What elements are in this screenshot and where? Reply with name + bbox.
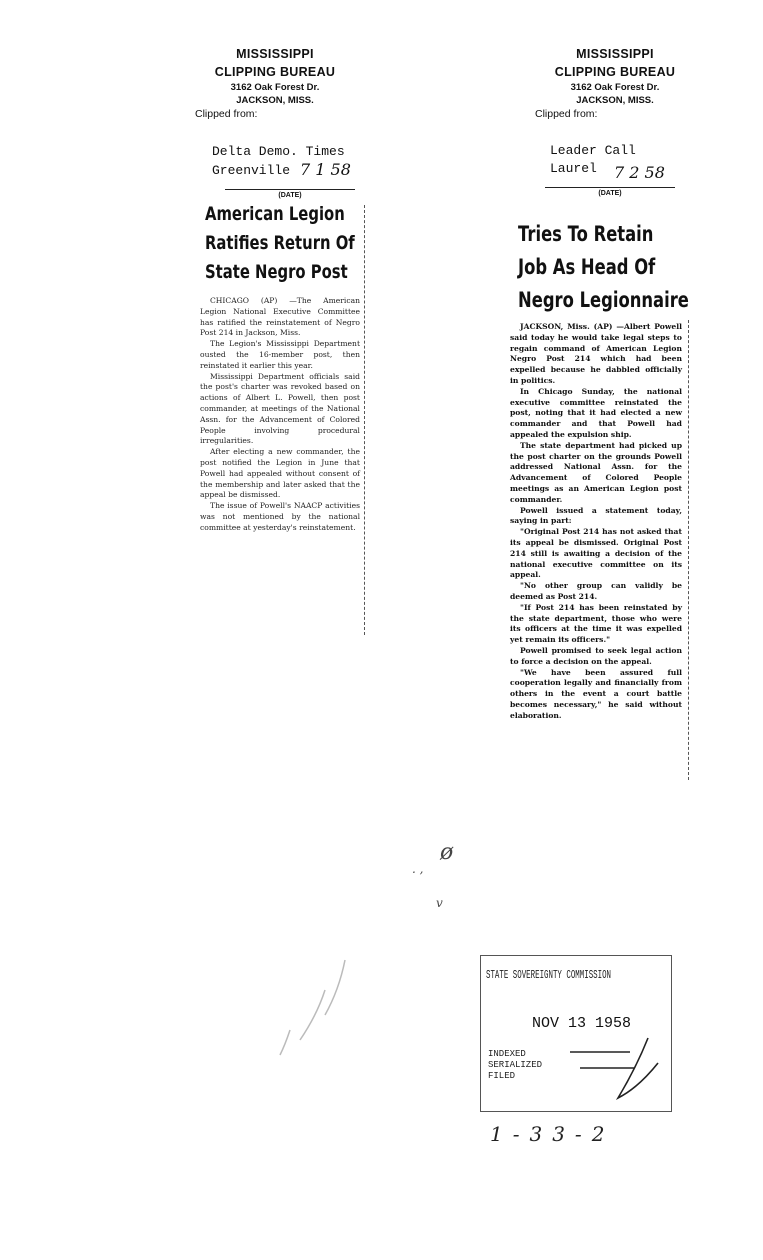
right-headline-line2: Job As Head Of: [518, 255, 656, 279]
right-paragraph: JACKSON, Miss. (AP) —Albert Powell said today he would take legal steps to regain command of American Legion Negro Post 214 which had been expelled because he dabbled officially in politics.: [510, 322, 682, 385]
stamp-serialized: SERIALIZED: [488, 1060, 543, 1070]
left-paragraph: Mississippi Department officials said the post's charter was revoked based on actions of Albert L. Powell, then post commander, at meetings of the National Assn. for the Advancement of Colored People involving procedural irregularities.: [200, 371, 360, 446]
handwritten-file-number: 1-33-2: [490, 1122, 615, 1146]
right-headline-line1: Tries To Retain: [518, 222, 654, 246]
left-clip-edge: [364, 205, 365, 635]
right-paragraph: In Chicago Sunday, the national executive committee reinstated the post, noting that it had elected a new commander and that Powell had appealed the expulsion ship.: [510, 386, 682, 439]
right-clipped-from-label: Clipped from:: [535, 108, 598, 120]
left-paragraph: After electing a new commander, the post notified the Legion in June that Powell had appealed without consent of the membership and later asked that the appeal be dismissed.: [200, 447, 360, 500]
left-handwritten-date: 7 1 58: [300, 160, 351, 179]
stray-mark-slash-zero: ø: [440, 840, 454, 865]
left-date-label: (DATE): [278, 192, 302, 199]
right-paragraph: "We have been assured full cooperation legally and financially from others in the event a court battle becomes necessary," he said without elaboration.: [510, 667, 682, 720]
stamp-date: NOV 13 1958: [532, 1015, 632, 1032]
right-source-line2: Laurel: [550, 161, 597, 176]
left-bureau-line1: MISSISSIPPI: [236, 47, 314, 61]
left-paragraph: The Legion's Mississippi Department ousted the 16-member post, then reinstated it earlier this year.: [200, 339, 360, 370]
stray-mark: . ,: [412, 862, 424, 876]
right-paragraph: "Original Post 214 has not asked that its appeal be dismissed. Original Post 214 still is awaiting a decision of the national executive committee on its appeal.: [510, 527, 682, 580]
left-headline: [205, 200, 370, 287]
left-clipping: [195, 45, 370, 120]
right-headline-line3: Negro Legionnaire: [518, 288, 689, 312]
right-clipping: [535, 45, 710, 120]
left-paragraph: CHICAGO (AP) —The American Legion National Executive Committee has ratified the reinstatement of Negro Post 214 in Jackson, Miss.: [200, 296, 360, 338]
left-clipped-from-label: Clipped from:: [195, 108, 258, 120]
left-address-line1: 3162 Oak Forest Dr.: [230, 82, 320, 93]
right-bureau-line1: MISSISSIPPI: [576, 47, 654, 61]
left-headline-line2: Ratifies Return Of: [205, 232, 355, 254]
left-bureau-address: [195, 81, 355, 107]
right-handwritten-date: 7 2 58: [614, 163, 665, 182]
right-paragraph: Powell issued a statement today, saying in part:: [510, 505, 682, 526]
right-date-rule: [545, 187, 675, 188]
stray-mark: v: [436, 896, 443, 910]
left-address-line2: JACKSON, MISS.: [236, 95, 314, 106]
right-article-body: [510, 322, 682, 721]
right-address-line1: 3162 Oak Forest Dr.: [570, 82, 660, 93]
right-paragraph: The state department had picked up the post charter on the grounds Powell addressed National Assn. for the Advancement of Colored People meetings as an American Legion post commander.: [510, 440, 682, 504]
left-headline-line3: State Negro Post: [205, 261, 348, 283]
right-address-line2: JACKSON, MISS.: [576, 95, 654, 106]
right-clip-edge: [688, 320, 689, 780]
stamp-title: STATE SOVEREIGNTY COMMISSION: [486, 968, 612, 982]
right-paragraph: Powell promised to seek legal action to force a decision on the appeal.: [510, 645, 682, 666]
right-date-label: (DATE): [598, 190, 622, 197]
left-bureau-name: [195, 45, 355, 81]
stamp-initials-scrawl: [560, 1030, 670, 1110]
right-bureau-line2: CLIPPING BUREAU: [554, 65, 676, 79]
right-bureau-address: [535, 81, 695, 107]
left-paragraph: The issue of Powell's NAACP activities was not mentioned by the national committee at yesterday's reinstatement.: [200, 501, 360, 532]
left-headline-line1: American Legion: [205, 203, 345, 225]
right-paragraph: "No other group can validly be deemed as Post 214.: [510, 581, 682, 601]
stamp-filed: FILED: [488, 1071, 516, 1081]
left-source-line2: Greenville: [212, 163, 291, 178]
right-headline: [518, 218, 693, 317]
left-article-body: [200, 296, 360, 534]
left-source-line1: Delta Demo. Times: [212, 144, 345, 159]
right-paragraph: "If Post 214 has been reinstated by the state department, those who were its officers at the time it was expelled yet remain its officers.": [510, 602, 682, 645]
faint-bleedthrough-marks: [270, 950, 390, 1070]
right-source-line1: Leader Call: [550, 143, 636, 158]
right-bureau-name: [535, 45, 695, 81]
left-bureau-line2: CLIPPING BUREAU: [214, 65, 336, 79]
stamp-indexed: INDEXED: [488, 1049, 526, 1059]
left-date-rule: [225, 189, 355, 190]
